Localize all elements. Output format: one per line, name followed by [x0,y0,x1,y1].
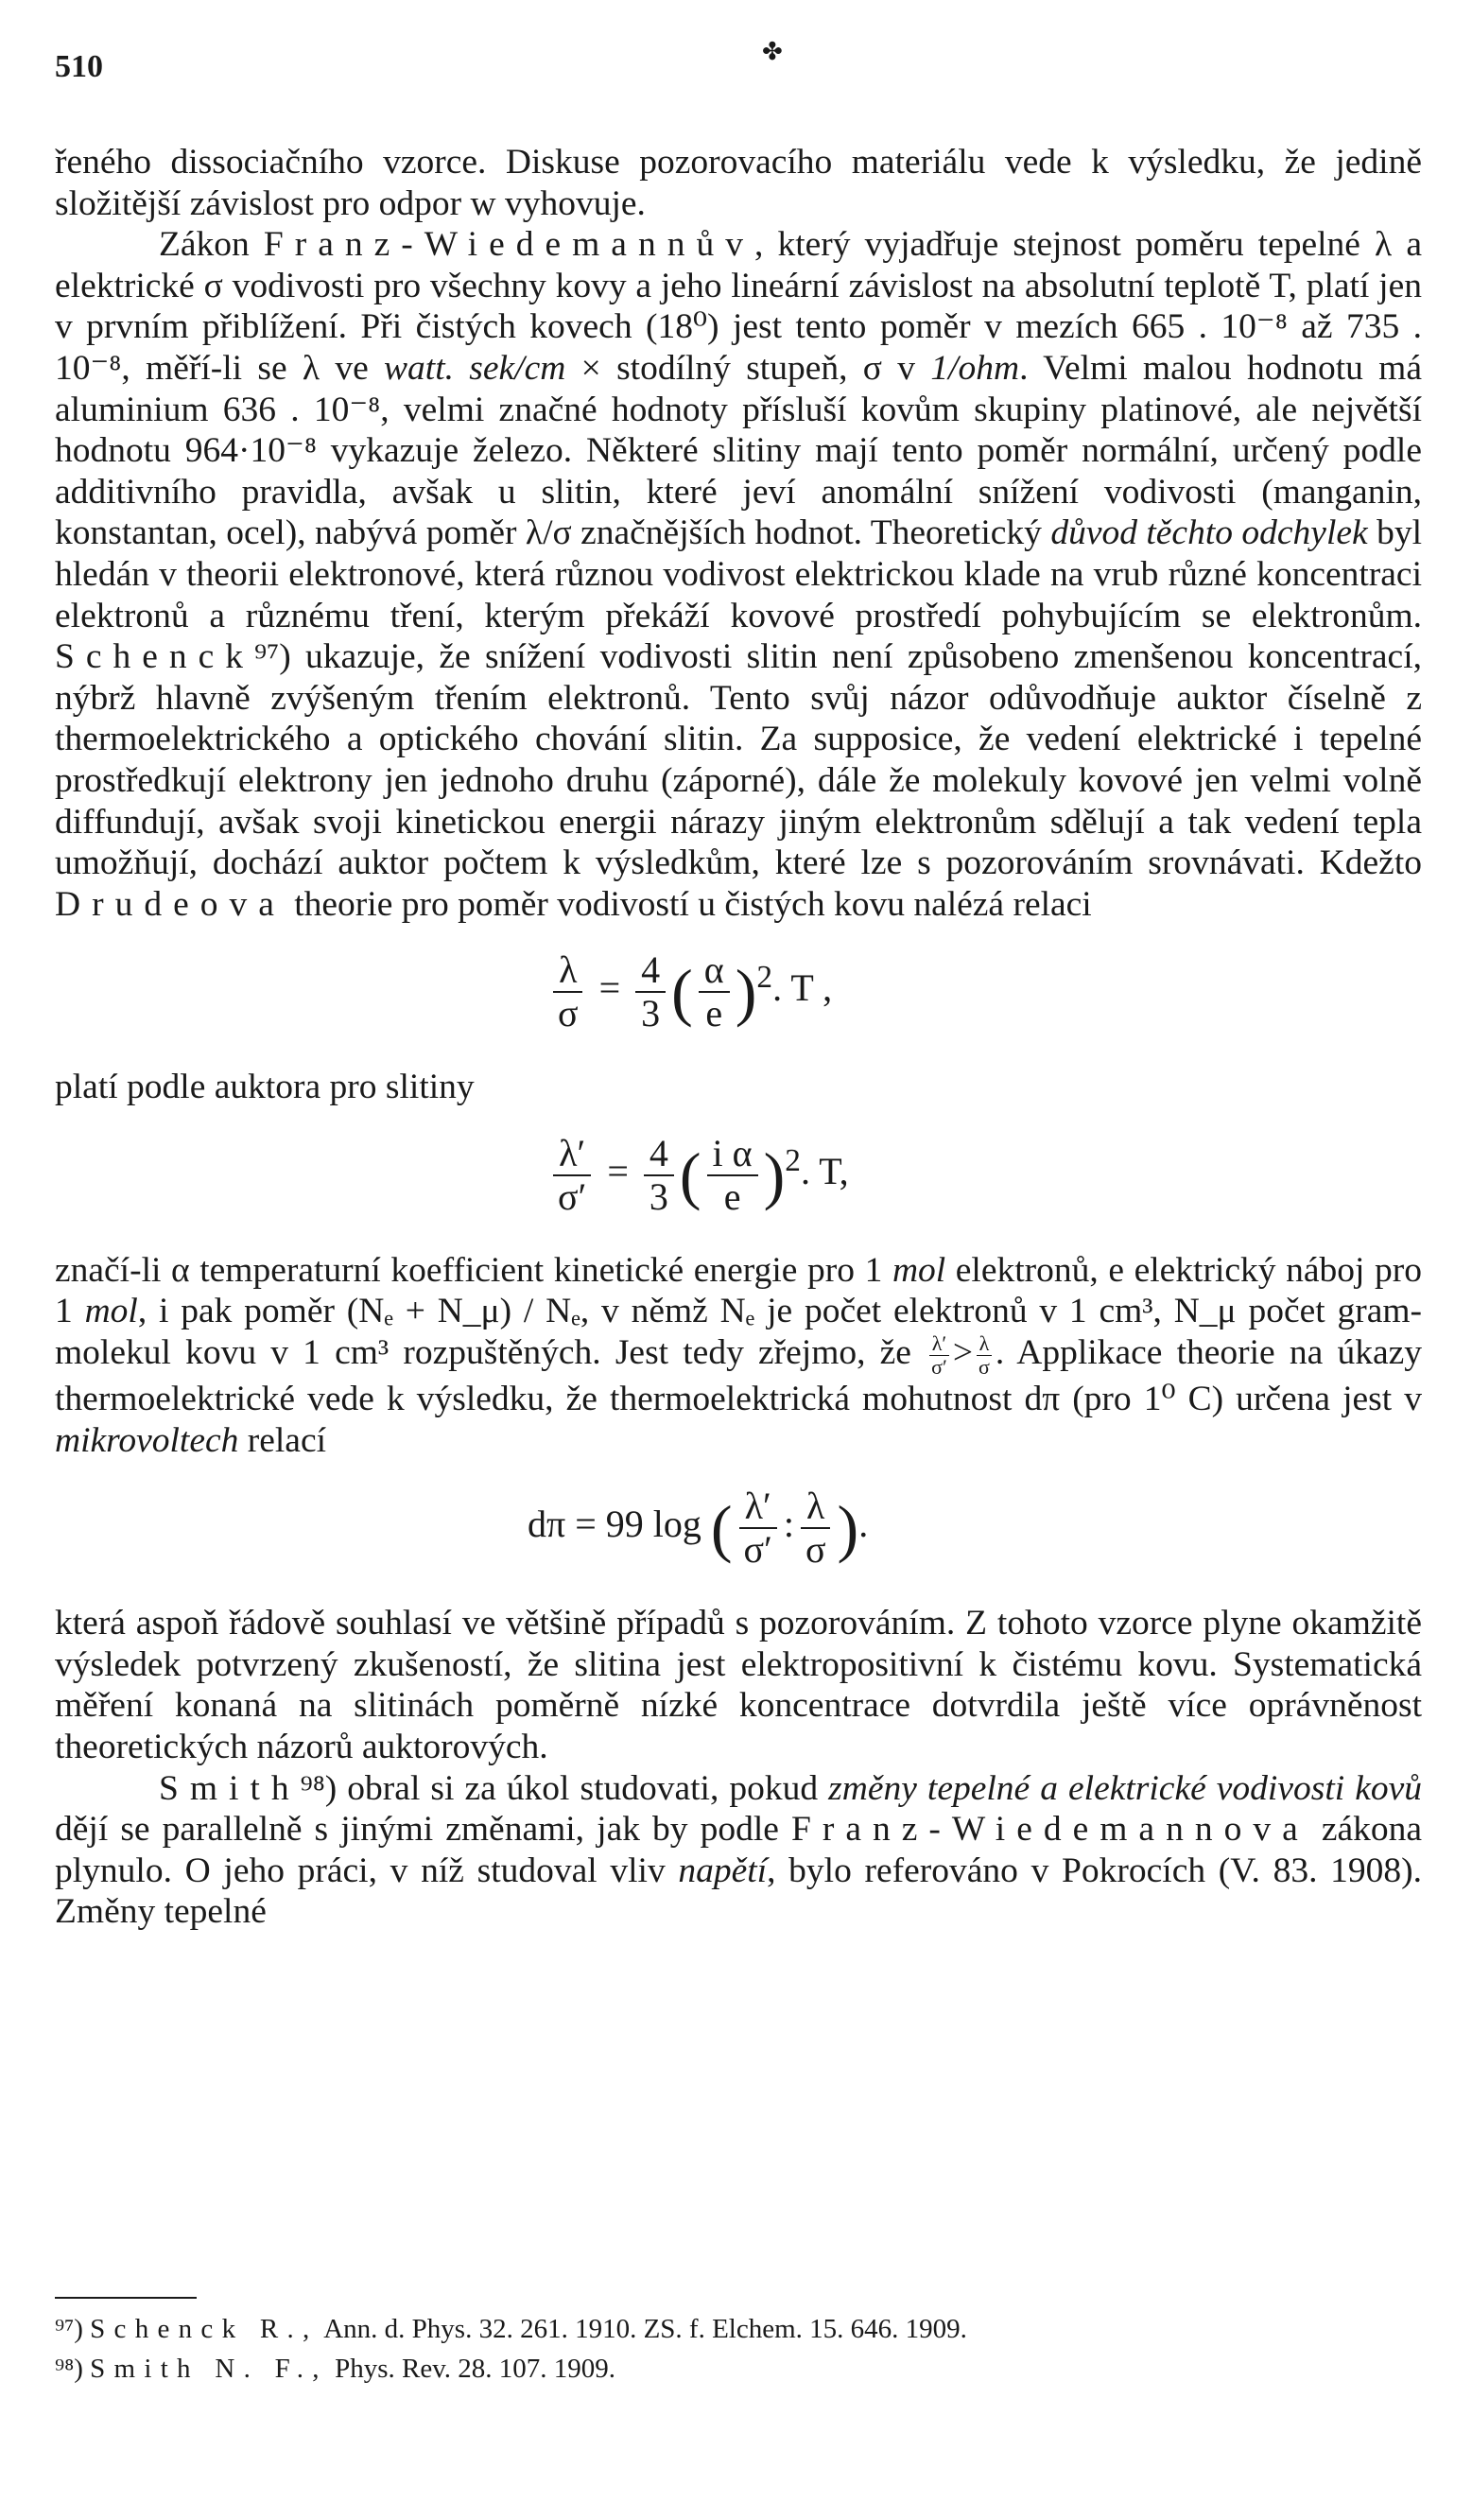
equation-drude: $\frac{\lambda}{\sigma}$ = $\frac{4}{3}$ ( $\frac{\alpha}{e}$ )$^2$. T , [55,930,1422,1055]
footnote-97: ⁹⁷) Schenck R., Ann. d. Phys. 32. 261. 1910. ZS. f. Elchem. 15. 646. 1909. [55,2314,967,2344]
page-number: 510 [55,49,103,84]
author-franz-wiedemann: Franz-Wiedemannův [263,225,754,265]
footnote-ref-97: ⁹⁷ [254,637,280,677]
author-drude: Drudeova [55,884,286,924]
body-text [55,142,1422,1933]
equation-thermoelectric: dπ = 99 log ( $\frac{\lambda'}{\sigma'}$ : $\frac{\lambda}{\sigma}$ ). [528,1485,869,1572]
footnote-98: ⁹⁸) Smith N. F., Phys. Rev. 28. 107. 1909. [55,2354,616,2384]
emphasis-reason: důvod těchto odchylek [1050,513,1368,553]
inline-fraction-lambda: $\frac{\lambda}{\sigma}$ [976,1332,993,1379]
footnote-ref-98: ⁹⁸ [300,1768,325,1808]
paragraph-1: řeného dissociačního vzorce. Diskuse pozorovacího materiálu vede k výsledku, že jedině složitější závislost pro odpor w vyhovuje. [55,143,1422,223]
paragraph-2: Zákon Franz-Wiedemannův, který vyjadřuje stejnost poměru tepelné λ a elektrické σ vodivosti pro všechny kovy a jeho lineární závislost na absolutní teplotě T, platí jen v prvním přiblížení. Při čistých kovech (18⁰) jest tento poměr v mezích 665 . 10⁻⁸ až 735 . 10⁻⁸, měří-li se λ ve watt. sek/cm × stodílný stupeň, σ v 1/ohm. Velmi malou hodnotu má aluminium 636 . 10⁻⁸, velmi značné hodnoty přísluší kovům skupiny platinové, ale největší hodnotu 964·10⁻⁸ vykazuje železo. Některé slitiny mají tento poměr normální, určený podle additivního pravidla, avšak u slitin, které jeví anomální snížení vodivosti (manganin, konstantan, ocel), nabývá poměr λ/σ značnějších hodnot. Theoretický důvod těchto odchylek byl hledán v theorii elektronové, která různou vodivost elektrickou klade na vrub různé koncentraci elektronů a různému tření, kterým překáží kovové prostředí pohybujícím se elektronům. Schenck⁹⁷) ukazuje, že snížení vodivosti slitin není způsobeno zmenšenou koncentrací, nýbrž hlavně zvýšeným třením elektronů. Tento svůj názor odůvodňuje auktor číselně z thermoelektrického a optického chování slitin. Za supposice, že vedení elektrické i tepelné prostředkují elektrony jen jednoho druhu (záporné), dále že molekuly kovové jen velmi volně diffundují, avšak svoji kinetickou energii nárazy jiným elektronům sdělují a tak vedení tepla umožňují, dochází auktor počtem k výsledkům, které lze s pozorováním srovnávati. Kdežto Drudeova theorie pro poměr vodivostí u čistých kovu nalézá relaci [55,225,1422,924]
printer-ornament: ✤ [762,38,783,65]
author-franz-wiedemann-2: Franz-Wiedemannova [791,1810,1309,1850]
author-smith: Smith [159,1768,301,1808]
inline-fraction-lambda-prime: $\frac{\lambda'}{\sigma'}$ [928,1332,950,1379]
paragraph-5: která aspoň řádově souhlasí ve většině případů s pozorováním. Z tohoto vzorce plyne okamžitě výsledek potvrzený zkušeností, že slitina jest elektropositivní k čistému kovu. Systematická měření konaná na slitinách poměrně nízké koncentrace dotvrdila ještě více oprávněnost theoretických názorů auktorových. [55,1604,1422,1767]
paragraph-3: platí podle auktora pro slitiny [55,1068,475,1107]
paragraph-4: značí-li α temperaturní koefficient kinetické energie pro 1 mol elektronů, e elektrický náboj pro 1 mol, i pak poměr (Nₑ + N_μ) / Nₑ, v němž Nₑ je počet elektronů v 1 cm³, N_μ počet gram-molekul kovu v 1 cm³ rozpuštěných. Jest tedy zřejmo, že $\frac{\lambda'}{\sigma'}$ > $\frac{\lambda}{\sigma}$ . Applikace theorie na úkazy thermoelektrické vede k výsledku, že thermoelektrická mohutnost dπ (pro 1⁰ C) určena jest v mikrovoltech relací [55,1250,1422,1460]
equation-alloys: $\frac{\lambda'}{\sigma'}$ = $\frac{4}{3}$ ( $\frac{\text{i α}}{e}$ )$^2$. T, [55,1114,1422,1239]
paragraph-6: Smith⁹⁸) obral si za úkol studovati, pokud změny tepelné a elektrické vodivosti kovů dějí se parallelně s jinými změnami, jak by podle Franz-Wiedemannova zákona plynulo. O jeho práci, v níž studoval vliv napětí, bylo referováno v Pokrocích (V. 83. 1908). Změny tepelné [55,1768,1423,1932]
footnote-divider [55,2297,197,2299]
author-schenck: Schenck [55,637,255,677]
